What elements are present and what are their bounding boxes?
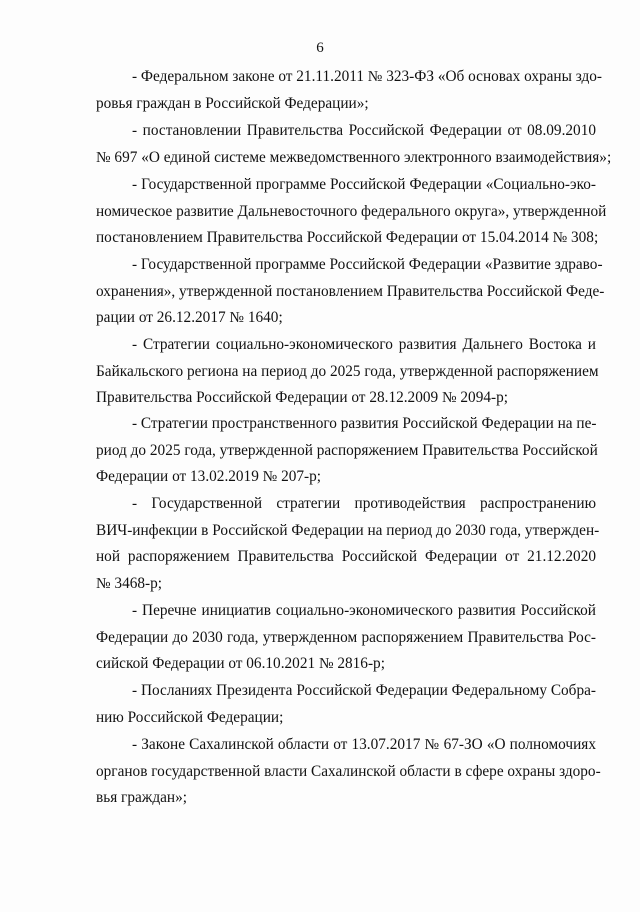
paragraph-line: сийской Федерации от 06.10.2021 № 2816-р;: [96, 655, 385, 673]
paragraph-line: - Государственной программе Российской Федерации «Развитие здраво-: [132, 256, 603, 273]
paragraph-line: - Стратегии социально-экономического развития Дальнего Востока и: [132, 336, 596, 353]
paragraph-line: № 3468-р;: [96, 574, 163, 592]
paragraph-line: Федерации до 2030 года, утвержденном распоряжением Правительства Рос-: [96, 628, 596, 646]
legal-reference-paragraph: [96, 172, 607, 252]
paragraph-line: ВИЧ-инфекции в Российской Федерации на период до 2030 года, утвержден-: [96, 521, 600, 539]
paragraph-line: риод до 2025 года, утвержденной распоряжением Правительства Российской: [96, 441, 598, 459]
page-number: 6: [316, 40, 324, 56]
paragraph-line: - Законе Сахалинской области от 13.07.2017 № 67-ЗО «О полномочиях: [132, 736, 596, 753]
legal-reference-paragraph: [96, 732, 601, 812]
paragraph-line: Федерации от 13.02.2019 № 207-р;: [96, 468, 322, 486]
paragraph-line: Байкальского региона на период до 2025 года, утвержденной распоряжением: [96, 362, 599, 380]
paragraph-line: - Федеральном законе от 21.11.2011 № 323-ФЗ «Об основах охраны здо-: [132, 68, 603, 85]
legal-reference-paragraph: [96, 252, 605, 332]
paragraph-line: рации от 26.12.2017 № 1640;: [96, 309, 283, 327]
paragraph-line: ной распоряжением Правительства Российской Федерации от 21.12.2020: [96, 548, 596, 566]
paragraph-line: - Посланиях Президента Российской Федерации Федеральному Собра-: [132, 682, 596, 699]
paragraph-line: нию Российской Федерации;: [96, 708, 284, 726]
legal-reference-paragraph: [96, 491, 600, 597]
paragraph-line: номическое развитие Дальневосточного федерального округа», утвержденной: [96, 202, 607, 220]
paragraph-line: - постановлении Правительства Российской Федерации от 08.09.2010: [132, 122, 596, 139]
legal-reference-paragraph: [96, 64, 603, 117]
paragraph-line: ровья граждан в Российской Федерации»;: [96, 94, 369, 112]
paragraph-line: охранения», утвержденной постановлением Правительства Российской Феде-: [96, 282, 605, 300]
paragraph-line: - Государственной стратегии противодействия распространению: [132, 495, 596, 512]
legal-reference-paragraph: [96, 411, 596, 491]
legal-reference-paragraph: [96, 678, 596, 731]
legal-reference-paragraph: [96, 332, 599, 412]
paragraph-line: - Стратегии пространственного развития Российской Федерации на пе-: [132, 415, 597, 432]
paragraph-line: постановлением Правительства Российской Федерации от 15.04.2014 № 308;: [96, 229, 599, 247]
paragraph-line: № 697 «О единой системе межведомственного электронного взаимодействия»;: [96, 148, 612, 166]
legal-reference-paragraph: [96, 598, 596, 678]
paragraph-line: органов государственной власти Сахалинской области в сфере охраны здоро-: [96, 762, 601, 780]
legal-reference-paragraph: [96, 118, 612, 171]
paragraph-line: - Государственной программе Российской Федерации «Социально-эко-: [132, 176, 596, 193]
paragraph-line: - Перечне инициатив социально-экономического развития Российской: [132, 602, 596, 619]
paragraph-line: Правительства Российской Федерации от 28.12.2009 № 2094-р;: [96, 389, 508, 407]
paragraph-line: вья граждан»;: [96, 789, 187, 807]
